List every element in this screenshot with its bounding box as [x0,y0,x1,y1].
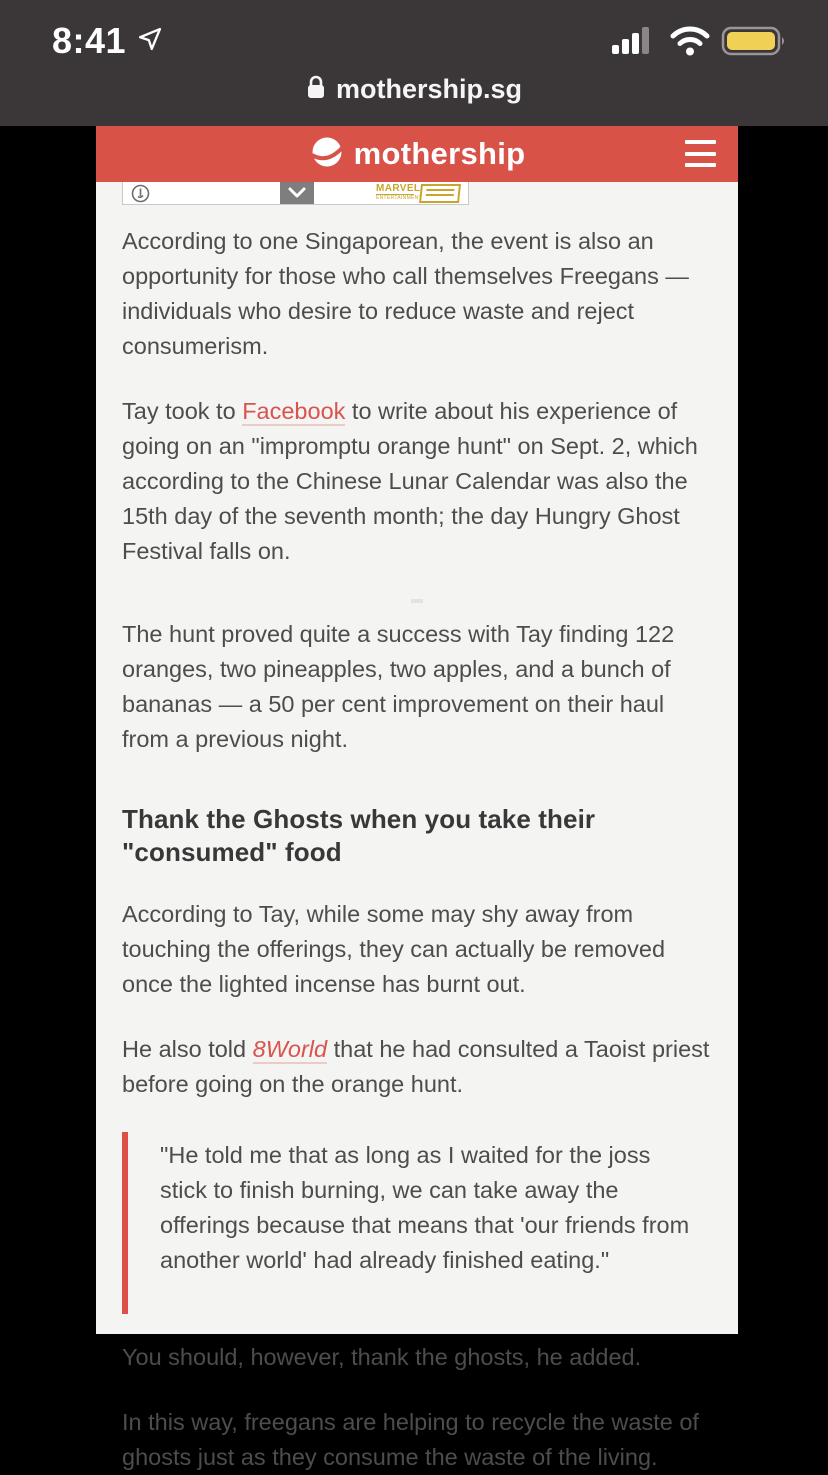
paragraph: In this way, freegans are helping to recycle the waste of ghosts just as they consume the waste of the living. [122,1409,699,1470]
clock-time: 8:41 [52,20,127,61]
paragraph: According to one Singaporean, the event is also an opportunity for those who call themselves Freegans — individuals who desire to reduce waste and reject consumerism. [122,228,689,359]
paragraph: Tay took to Facebook to write about his experience of going on an "impromptu orange hunt" on Sept. 2, which according to the Chinese Lunar Calendar was also the 15th day of the seventh month; the day Hungry Ghost Festival falls on. [122,398,698,564]
status-bar [0,0,828,126]
battery-icon [722,26,788,61]
cellular-signal-icon [612,26,658,61]
site-title: mothership [353,136,526,171]
site-header [96,126,738,182]
quote-text: "He told me that as long as I waited for the joss stick to finish burning, we can take away the offerings because that means that 'our friends from another world' had already finished eating." [160,1142,690,1273]
comic-logo [419,184,461,203]
menu-hamburger-icon[interactable] [685,140,716,167]
article-body [96,182,738,1475]
web-page [96,126,738,1470]
marvel-logo: MARVEL ENTERTAINMENT [376,183,422,201]
ad-collapse-button[interactable] [280,182,314,204]
paragraph: You should, however, thank the ghosts, he added. [122,1344,642,1370]
paragraph: According to Tay, while some may shy away from touching the offerings, they can actually be removed once the lighted incense has burnt out. [122,901,666,997]
8world-link[interactable]: 8World [252,1036,328,1062]
url-text: mothership.sg [335,74,523,104]
paragraph: He also told 8World that he had consulted a Taoist priest before going on the orange hunt. [122,1036,710,1097]
faint-separator [411,599,423,603]
site-logo[interactable] [309,134,526,175]
location-arrow-icon [136,25,164,58]
ad-info-icon[interactable] [131,184,150,208]
section-heading: Thank the Ghosts when you take their "consumed" food [122,804,596,867]
facebook-link[interactable]: Facebook [242,398,346,424]
pull-quote [122,1132,712,1314]
ad-widget[interactable] [122,182,469,205]
address-bar[interactable] [0,74,828,105]
paragraph: The hunt proved quite a success with Tay finding 122 oranges, two pineapples, two apples, and a bunch of bananas — a 50 per cent improvement on their haul from a previous night. [122,621,675,752]
mothership-saucer-icon [309,134,345,175]
lock-icon [306,74,326,105]
wifi-icon [670,26,710,61]
